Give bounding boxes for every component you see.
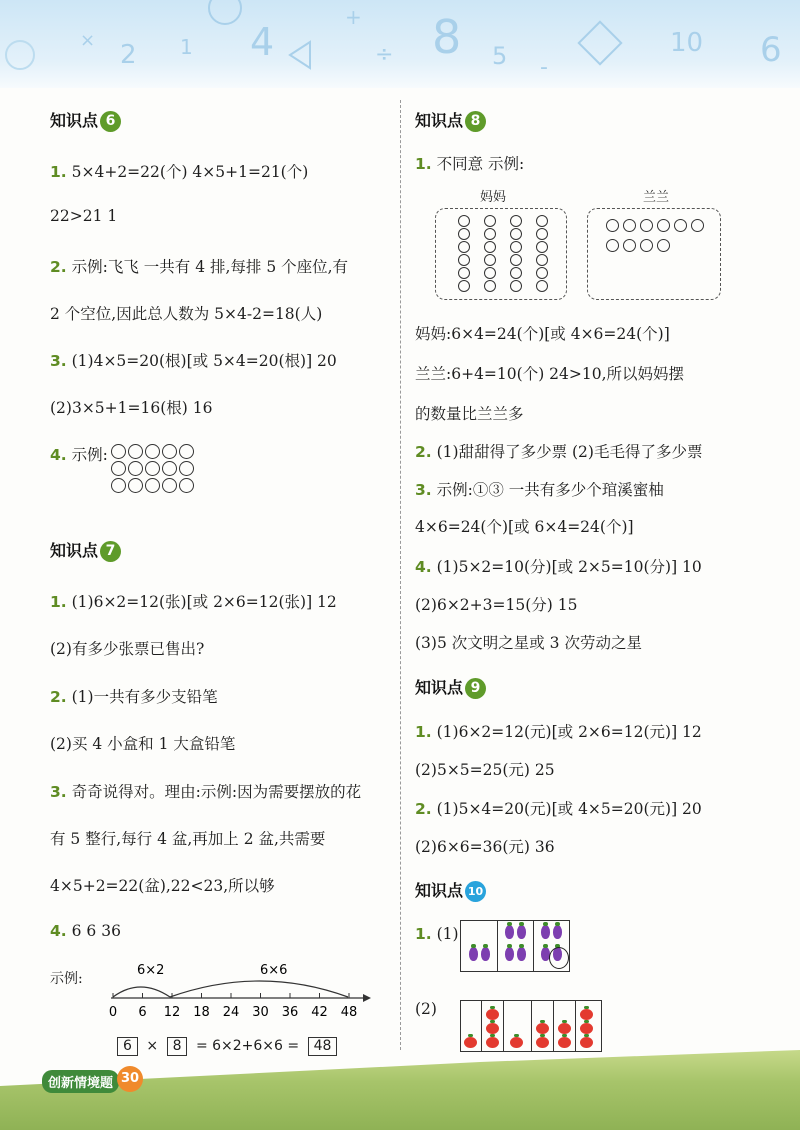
jump-arc-1 [113,987,170,997]
eggplant-grid [460,920,570,972]
equation-box-3: 48 [308,1037,338,1056]
answer-7-2b: (2)买 4 小盒和 1 大盒铅笔 [50,735,236,753]
eggplant-mark [517,947,526,961]
answer-7-1b: (2)有多少张票已售出? [50,640,205,658]
header-banner [0,0,800,88]
answer-6-3: 3. (1)4×5=20(根)[或 5×4=20(根)] 20 [50,352,337,370]
circle-mark [484,228,496,240]
circle-mark [458,267,470,279]
eggplant-mark [469,947,478,961]
circle-mark [484,241,496,253]
circle-mark [640,219,653,232]
footer-label: 创新情境题 [42,1070,119,1093]
axis-tick-label: 0 [108,1005,118,1020]
axis-tick-label: 48 [340,1005,358,1020]
eggplant-mark [553,925,562,939]
jump-arc-2 [170,981,348,997]
deco-digit: 6 [760,30,782,70]
tomato-mark [536,1023,549,1034]
tomato-mark [580,1023,593,1034]
tomato-mark [486,1009,499,1020]
mama-label: 妈妈 [480,190,507,205]
answer-8-1b: 妈妈:6×4=24(个)[或 4×6=24(个)] [415,325,670,343]
section-heading-8: 知识点 8 [415,108,486,132]
section-badge-7: 7 [100,541,121,562]
answer-9-2b: (2)6×6=36(元) 36 [415,838,555,856]
section-heading-7: 知识点 7 [50,538,121,562]
tomato-mark [580,1037,593,1048]
axis-arrow [363,994,371,1002]
circle-mark [691,219,704,232]
circle-mark [536,241,548,253]
equation-row: 6 × 8 = 6×2+6×6 = 48 [117,1037,337,1056]
answer-9-1: 1. (1)6×2=12(元)[或 2×6=12(元)] 12 [415,723,702,741]
answer-7-1: 1. (1)6×2=12(张)[或 2×6=12(张)] 12 [50,593,337,611]
answer-9-1b: (2)5×5=25(元) 25 [415,761,555,779]
eggplant-mark [505,925,514,939]
circle-mark [484,254,496,266]
section-badge-10: 10 [465,881,486,902]
number-line [105,960,425,1025]
circle-mark [510,228,522,240]
circle-mark [623,239,636,252]
axis-tick-label: 6 [138,1005,147,1020]
page-number: 30 [117,1066,143,1092]
lanlan-label: 兰兰 [643,190,670,205]
answer-6-3b: (2)3×5+1=16(根) 16 [50,399,213,417]
answer-8-3: 3. 示例:①③ 一共有多少个琯溪蜜柚 [415,481,664,499]
jump-label-2: 6×6 [260,963,288,978]
circle-mark [623,219,636,232]
answer-8-4b: (2)6×2+3=15(分) 15 [415,596,578,614]
circle-mark [458,228,470,240]
axis-tick-label: 18 [193,1005,210,1020]
deco-digit: ÷ [375,42,394,67]
answer-6-4: 4. 示例: [50,446,108,464]
circle-array-example [107,443,202,503]
circle-mark [510,267,522,279]
circle-mark [510,254,522,266]
circle-mark [536,228,548,240]
circle-mark [536,215,548,227]
section-heading-10: 知识点 10 [415,878,486,902]
section-badge-6: 6 [100,111,121,132]
deco-digit: 5 [492,42,508,70]
equation-box-2: 8 [167,1037,188,1056]
answer-10-1b: (2) [415,1000,437,1018]
answer-7-4: 4. 6 6 36 [50,922,121,940]
section-badge-8: 8 [465,111,486,132]
eggplant-mark [481,947,490,961]
answer-6-1b: 22>21 1 [50,207,118,225]
deco-digit: - [540,55,548,80]
answer-6-2: 2. 示例:飞飞 一共有 4 排,每排 5 个座位,有 [50,258,349,276]
tomato-mark [558,1037,571,1048]
tomato-mark [536,1037,549,1048]
section-heading-6: 知识点 6 [50,108,121,132]
tomato-mark [486,1023,499,1034]
deco-digit: 10 [670,28,704,58]
deco-digit: × [80,30,96,51]
axis-tick-label: 30 [252,1005,269,1020]
axis-ticks [109,993,357,1020]
answer-8-4: 4. (1)5×2=10(分)[或 2×5=10(分)] 10 [415,558,702,576]
circle-mark [458,241,470,253]
circle-mark [536,267,548,279]
axis-tick-label: 12 [163,1005,181,1020]
answer-8-1c: 兰兰:6+4=10(个) 24>10,所以妈妈摆 [415,365,685,383]
circle-mark [536,254,548,266]
answer-7-3: 3. 奇奇说得对。理由:示例:因为需要摆放的花 [50,783,362,801]
circle-mark [510,280,522,292]
circle-mark [640,239,653,252]
answer-7-3b: 有 5 整行,每行 4 盆,再加上 2 盆,共需要 [50,830,326,848]
answer-7-3c: 4×5+2=22(盆),22<23,所以够 [50,877,275,895]
answer-8-1d: 的数量比兰兰多 [415,405,524,423]
column-divider [400,100,401,1050]
tomato-mark [464,1037,477,1048]
answer-6-2b: 2 个空位,因此总人数为 5×4-2=18(人) [50,305,323,323]
answer-7-4-example-label: 示例: [50,971,83,987]
circle-mark [484,280,496,292]
answer-7-2: 2. (1)一共有多少支铅笔 [50,688,218,706]
circle-mark [484,267,496,279]
section-badge-9: 9 [465,678,486,699]
section-heading-9: 知识点 9 [415,675,486,699]
axis-tick-label: 42 [311,1005,328,1020]
tomato-mark [580,1009,593,1020]
footer-grass [0,1050,800,1130]
circle-mark [674,219,687,232]
deco-digit: 1 [180,35,193,59]
answer-8-2: 2. (1)甜甜得了多少票 (2)毛毛得了多少票 [415,443,703,461]
eggplant-mark [541,925,550,939]
tomato-mark [486,1037,499,1048]
answer-8-1: 1. 不同意 示例: [415,155,525,173]
circle-mark [510,215,522,227]
mama-box [435,208,567,300]
circle-mark [484,215,496,227]
answer-8-4c: (3)5 次文明之星或 3 次劳动之星 [415,634,642,652]
lanlan-box [587,208,721,300]
answer-8-3b: 4×6=24(个)[或 6×4=24(个)] [415,518,634,536]
axis-tick-label: 24 [222,1005,240,1020]
circle-mark [510,241,522,253]
eggplant-mark [517,925,526,939]
answer-10-1: 1. (1) [415,925,459,943]
circle-mark [458,254,470,266]
deco-shapes [0,0,800,88]
equation-box-1: 6 [117,1037,138,1056]
tomato-grid [460,1000,602,1052]
circle-mark [606,239,619,252]
circle-mark [606,219,619,232]
circle-mark [458,280,470,292]
answer-6-1: 1. 5×4+2=22(个) 4×5+1=21(个) [50,163,309,181]
deco-digit: 2 [120,40,137,70]
circle-mark [657,219,670,232]
eggplant-mark [505,947,514,961]
tomato-mark [510,1037,523,1048]
axis-tick-label: 36 [281,1005,299,1020]
circle-mark [657,239,670,252]
deco-digit: 4 [250,20,275,64]
jump-label-1: 6×2 [137,963,165,978]
circle-mark [458,215,470,227]
circle-mark [536,280,548,292]
tomato-mark [558,1023,571,1034]
deco-digit: 8 [432,10,462,64]
deco-digit: + [345,5,362,29]
answer-9-2: 2. (1)5×4=20(元)[或 4×5=20(元)] 20 [415,800,702,818]
